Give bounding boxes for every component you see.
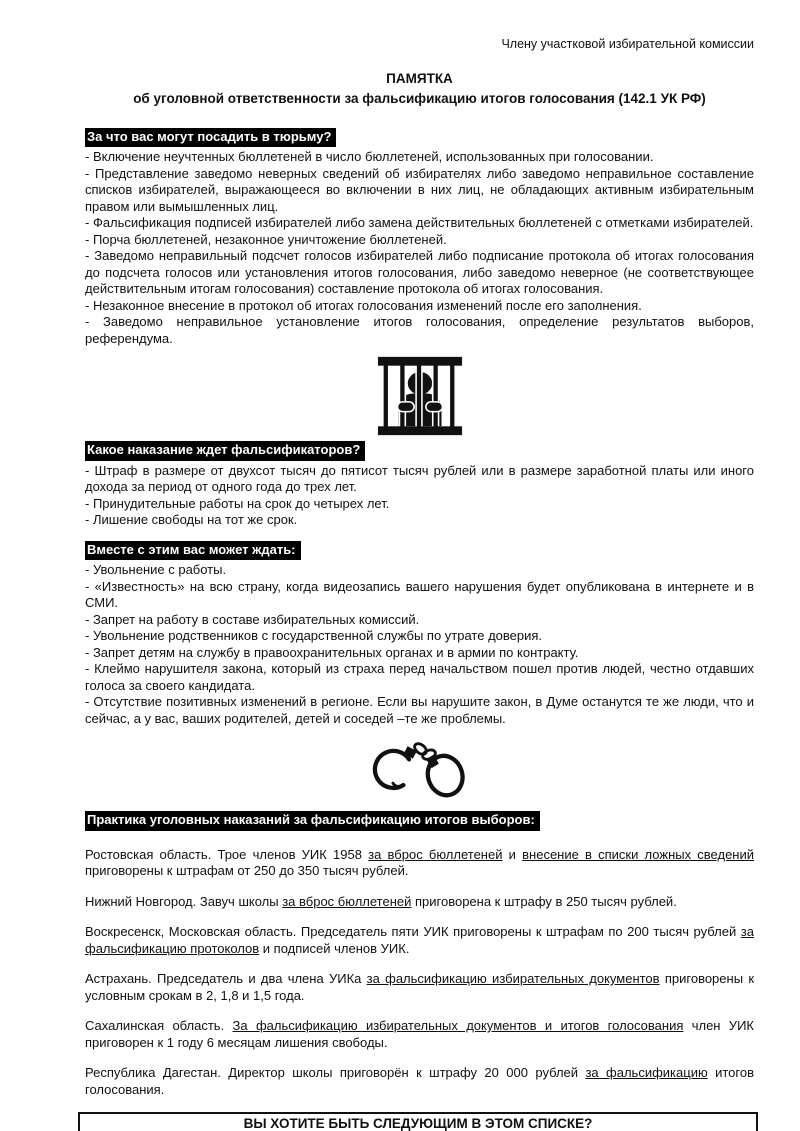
list-item: - Незаконное внесение в протокол об итогах голосования изменений после его заполнения. bbox=[85, 297, 642, 313]
section-heading: За что вас могут посадить в тюрьму? bbox=[85, 128, 336, 148]
list-item: - Запрет детям на службу в правоохранительных органах и в армии по контракту. bbox=[85, 644, 579, 660]
handcuffs-illustration-row bbox=[85, 729, 754, 805]
case-paragraph bbox=[85, 847, 754, 880]
plain-text: и bbox=[502, 846, 523, 862]
plain-text: и подписей членов УИК. bbox=[259, 940, 410, 956]
section-practice bbox=[85, 811, 754, 1098]
section-list bbox=[85, 149, 754, 347]
list-item: - Штраф в размере от двухсот тысяч до пятисот тысяч рублей или в размере заработной платы или иного дохода за период от одного года до трех лет. bbox=[85, 462, 754, 494]
plain-text: приговорены к штрафам от 250 до 350 тысяч рублей. bbox=[85, 863, 409, 878]
list-item: - Лишение свободы на тот же срок. bbox=[85, 512, 298, 527]
plain-text: член УИК приговорен к 1 году 6 месяцам лишения свободы. bbox=[85, 1018, 754, 1050]
underlined-text: за фальсификацию избирательных документов bbox=[366, 971, 660, 986]
section-heading: Вместе с этим вас может ждать: bbox=[85, 541, 301, 561]
practice-cases bbox=[85, 847, 754, 1099]
plain-text: Воскресенск, Московская область. Председатель пяти УИК приговорены к штрафам по 200 тысяч рублей bbox=[85, 924, 741, 939]
plain-text: Астрахань. Председатель и два члена УИКа bbox=[85, 971, 367, 986]
plain-text: Ростовская область. Трое членов УИК 1958 bbox=[85, 846, 369, 862]
underlined-text: за вброс бюллетеней bbox=[368, 846, 503, 862]
section-list bbox=[85, 562, 754, 727]
plain-text: итогов голосования. bbox=[85, 1065, 755, 1097]
warning-banner: ВЫ ХОТИТЕ БЫТЬ СЛЕДУЮЩИМ В ЭТОМ СПИСКЕ? bbox=[78, 1112, 758, 1131]
section-list bbox=[85, 463, 754, 529]
plain-text: Республика Дагестан. Директор школы приговорён к штрафу 20 000 рублей bbox=[85, 1065, 586, 1080]
case-paragraph bbox=[85, 1018, 754, 1051]
plain-text: Сахалинская область. bbox=[85, 1018, 233, 1033]
case-paragraph bbox=[85, 971, 754, 1004]
page-title: ПАМЯТКА bbox=[386, 70, 453, 86]
case-paragraph bbox=[85, 924, 754, 957]
jail-illustration-row bbox=[85, 356, 754, 436]
case-paragraph bbox=[85, 1065, 754, 1098]
list-item: - Представление заведомо неверных сведений об избирателях либо заведомо неправильное составление списков избирателей, выражающееся во включении в них лиц, не обладающих активным избирательным правом или вымышленных лиц. bbox=[85, 165, 754, 214]
memo-subtitle: об уголовной ответственности за фальсификацию итогов голосования (142.1 УК РФ) bbox=[133, 91, 706, 106]
list-item: - Клеймо нарушителя закона, который из страха перед начальством пошел против людей, честно отдавших голоса за своего кандидата. bbox=[85, 661, 754, 693]
underlined-text: внесение в списки ложных сведений bbox=[522, 846, 755, 862]
section-heading: Какое наказание ждет фальсификаторов? bbox=[85, 441, 365, 461]
list-item: - «Известность» на всю страну, когда видеозапись вашего нарушения будет опубликована в интернете и в СМИ. bbox=[85, 578, 754, 610]
plain-text: приговорена к штрафу в 250 тысяч рублей. bbox=[411, 893, 677, 909]
list-item: - Отсутствие позитивных изменений в регионе. Если вы нарушите закон, в Думе останутся те же люди, что и сейчас, а у вас, ваших родителей, детей и соседей –те же проблемы. bbox=[85, 694, 754, 726]
list-item: - Порча бюллетеней, незаконное уничтожение бюллетеней. bbox=[85, 231, 447, 247]
list-item: - Фальсификация подписей избирателей либо замена действительных бюллетеней с отметками избирателей. bbox=[85, 215, 754, 230]
list-item: - Заведомо неправильный подсчет голосов избирателей либо подписание протокола об итогах голосования до подсчета голосов или установления итогов голосования, либо заведомо неверное (не соответствующее действительным итогам голосования) составление протокола об итогах голосования. bbox=[85, 248, 754, 296]
section-punishment bbox=[85, 441, 754, 529]
list-item: - Запрет на работу в составе избирательных комиссий. bbox=[85, 611, 420, 627]
recipient-line: Члену участковой избирательной комиссии bbox=[501, 37, 754, 51]
list-item: - Заведомо неправильное установление итогов голосования, определение результатов выборов, референдума. bbox=[85, 314, 754, 346]
prisoner-behind-bars-icon bbox=[376, 356, 464, 436]
list-item: - Увольнение с работы. bbox=[85, 562, 227, 577]
handcuffs-icon bbox=[364, 729, 476, 805]
list-item: - Увольнение родственников с государственной службы по утрате доверия. bbox=[85, 628, 543, 643]
underlined-text: за фальсификацию bbox=[585, 1065, 708, 1080]
section-heading: Практика уголовных наказаний за фальсификацию итогов выборов: bbox=[85, 811, 540, 831]
list-item: - Включение неучтенных бюллетеней в число бюллетеней, использованных при голосовании. bbox=[85, 149, 654, 164]
underlined-text: за вброс бюллетеней bbox=[282, 893, 412, 909]
underlined-text: за фальсификацию протоколов bbox=[85, 924, 754, 956]
plain-text: приговорены к условным срокам в 2, 1,8 и 1,5 года. bbox=[85, 971, 755, 1003]
section-consequences bbox=[85, 541, 754, 728]
section-why-jail bbox=[85, 128, 754, 348]
list-item: - Принудительные работы на срок до четырех лет. bbox=[85, 495, 390, 511]
plain-text: Нижний Новгород. Завуч школы bbox=[85, 893, 283, 909]
case-paragraph bbox=[85, 894, 754, 911]
underlined-text: За фальсификацию избирательных документов и итогов голосования bbox=[232, 1018, 684, 1033]
